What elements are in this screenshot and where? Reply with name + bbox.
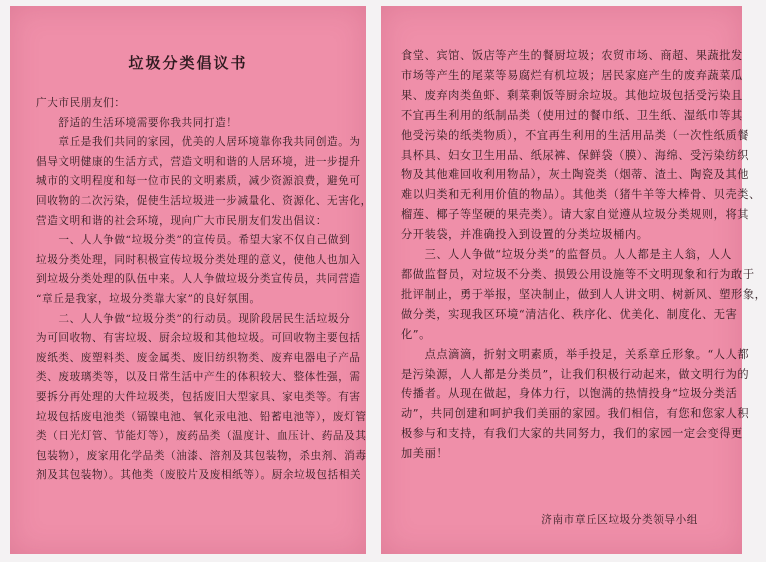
text-line: 垃圾包括废电池类（镉镍电池、氧化汞电池、铅蓄电池等），废灯管 — [36, 410, 367, 423]
text-line: 食堂、宾馆、饭店等产生的餐厨垃圾；农贸市场、商超、果蔬批发 — [401, 49, 743, 62]
text-line: 极参与和支持，有我们大家的共同努力，我们的家园一定会变得更 — [401, 427, 743, 441]
text-line: 分开装袋，并准确投入到设置的分类垃圾桶内。 — [401, 228, 649, 242]
text-line: 倡导文明健康的生活方式，营造文明和谐的人居环境，进一步提升 — [36, 155, 361, 168]
text-line: 榴莲、椰子等坚硬的果壳类）。请大家自觉遵从垃圾分类规则，将其 — [401, 208, 750, 222]
text-line: 垃圾分类处理，同时积极宣传垃圾分类处理的意义，使他人也加入 — [36, 253, 361, 266]
text-line: 到垃圾分类处理的队伍中来。人人争做垃圾分类宣传员，共同营造 — [36, 273, 361, 286]
text-line: 难以归类和无利用价值的物品）。其他类（猪牛羊等大棒骨、贝壳类、 — [401, 188, 761, 202]
text-line: 化”。 — [401, 327, 431, 341]
text-line: 为可回收物、有害垃圾、厨余垃圾和其他垃圾。可回收物主要包括 — [36, 332, 361, 345]
text-line: 要拆分再处理的大件垃圾类，包括废旧大型家具、家电类等。有害 — [36, 390, 361, 403]
right-page-body — [401, 46, 766, 464]
text-line: 果、废弃肉类鱼虾、剩菜剩饭等厨余垃圾。其他垃圾包括受污染且 — [401, 88, 743, 102]
text-line: 他受污染的纸类物质），不宜再生利用的生活用品类（一次性纸质餐 — [401, 128, 750, 142]
text-line: 类（日光灯管、节能灯等），废药品类（温度计、血压计、药品及其 — [36, 430, 367, 443]
right-page — [381, 6, 766, 554]
text-line: 具杯具、妇女卫生用品、纸尿裤、保鲜袋（膜）、海绵、受污染纺织 — [401, 148, 750, 162]
text-line: 批评制止，勇于举报，坚决制止，做到人人讲文明、树新风、塑形象， — [401, 287, 766, 301]
text-line: 加美丽！ — [401, 447, 449, 461]
text-line: 不宜再生利用的纸制品类（使用过的餐巾纸、卫生纸、湿纸巾等其 — [401, 108, 743, 122]
text-line: 回收物的二次污染，促使生活垃圾进一步减量化、资源化、无害化， — [36, 194, 372, 207]
text-line: 是污染源，人人都是分类员”，让我们积极行动起来，做文明行为的 — [401, 367, 750, 381]
text-line: 市场等产生的尾菜等易腐烂有机垃圾；居民家庭产生的废弃蔬菜瓜 — [401, 68, 743, 82]
text-line: 动”，共同创建和呵护我们美丽的家园。我们相信，有您和您家人积 — [401, 407, 750, 421]
text-line: 城市的文明程度和每一位市民的文明素质，减少资源浪费，避免可 — [36, 175, 361, 188]
text-line: 广大市民朋友们： — [36, 97, 126, 109]
left-page — [10, 6, 372, 554]
text-line: 二、人人争做“垃圾分类”的行动员。现阶段居民生活垃圾分 — [36, 312, 351, 325]
left-page-body — [36, 94, 372, 486]
text-line: 章丘是我们共同的家园，优美的人居环境靠你我共同创造。为 — [36, 136, 361, 149]
text-line: 一、人人争做“垃圾分类”的宣传员。希望大家不仅自己做到 — [36, 234, 351, 247]
text-line: 物及其他难回收利用物品），灰土陶瓷类（烟蒂、渣土、陶瓷及其他 — [401, 168, 750, 182]
text-line: 都做监督员，对垃圾不分类、损毁公用设施等不文明现象和行为敢于 — [401, 267, 755, 281]
text-line: 点点滴滴，折射文明素质，举手投足，关系章丘形象。“人人都 — [401, 347, 750, 361]
text-line: 营造文明和谐的社会环境，现向广大市民朋友们发出倡议： — [36, 214, 328, 227]
text-line: 类、废玻璃类等，以及日常生活中产生的体积较大、整体性强，需 — [36, 371, 361, 384]
signature-organization: 济南市章丘区垃圾分类领导小组 — [541, 514, 698, 526]
text-line: 舒适的生活环境需要你我共同打造！ — [36, 116, 238, 129]
text-line: 剂及其包装物）。其他类（废胶片及废相纸等）。厨余垃圾包括相关 — [36, 469, 362, 482]
document-title: 垃圾分类倡议书 — [128, 54, 248, 72]
text-line: 传播者。从现在做起，身体力行，以饱满的热情投身“垃圾分类活 — [401, 387, 738, 401]
text-line: 三、人人争做“垃圾分类”的监督员。人人都是主人翁，人人 — [401, 248, 732, 262]
text-line: 废纸类、废塑料类、废金属类、废旧纺织物类、废弃电器电子产品 — [36, 351, 361, 364]
text-line: “章丘是我家，垃圾分类靠大家”的良好氛围。 — [36, 292, 261, 305]
text-line: 包装物），废家用化学品类（油漆、溶剂及其包装物，杀虫剂、消毒 — [36, 449, 367, 462]
text-line: 做分类，实现我区环境“清洁化、秩序化、优美化、制度化、无害 — [401, 307, 738, 321]
